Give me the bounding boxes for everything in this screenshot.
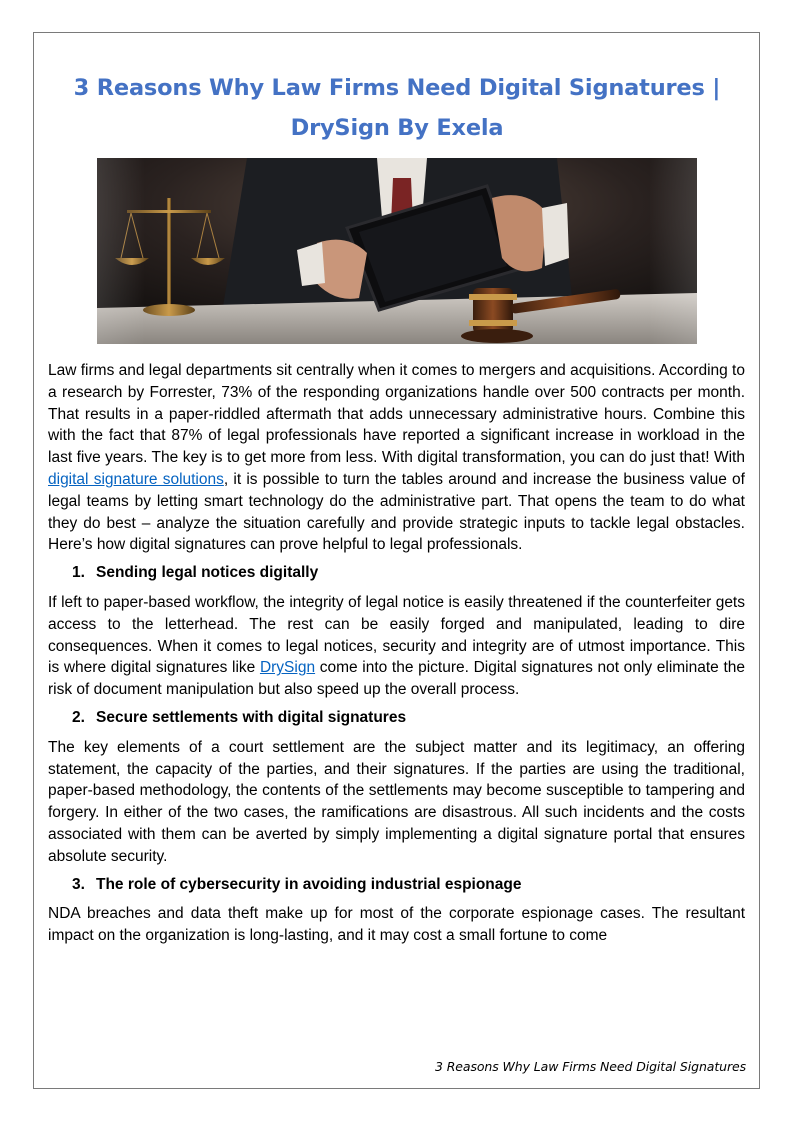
document-title: 3 Reasons Why Law Firms Need Digital Signatures | DrySign By Exela bbox=[73, 75, 721, 141]
digital-signature-solutions-link[interactable]: digital signature solutions bbox=[48, 470, 224, 488]
drysign-link[interactable]: DrySign bbox=[259, 659, 316, 677]
intro-text-end: , it is possible to turn the tables around and increase the business value of legal teams by letting smart technology do the administrative part. That opens the team to do what they do best – analyze the situation carefully and provide strategic inputs to tackle legal obstacles. Here’s how digital signatures can prove helpful to legal professionals. bbox=[48, 470, 745, 554]
section-2-number: 2. bbox=[72, 708, 85, 726]
intro-text-start: Law firms and legal departments sit centrally when it comes to mergers and acquisitions. According to a research by Forrester, 73% of the responding organizations handle over 500 contracts per month. That results in a paper-riddled aftermath that adds unnecessary administrative hours. Combine this with the fact that 87% of legal professionals have reported a significant increase in workload in the last five years. The key is to get more from less. With digital transformation, you can do just that! With bbox=[48, 362, 745, 467]
section-3-title: The role of cybersecurity in avoiding industrial espionage bbox=[96, 875, 522, 893]
section-1-heading bbox=[48, 562, 745, 584]
lawyer-tablet-gavel-illustration bbox=[97, 158, 697, 344]
section-1-text-start: If left to paper-based workflow, the integrity of legal notice is easily threatened if the counterfeiter gets access to the letterhead. The rest can be easily forged and manipulated, leading to dire consequences. When it comes to legal notices, security and integrity are of utmost importance. This is where digital signatures like bbox=[48, 593, 745, 677]
section-1-title: Sending legal notices digitally bbox=[96, 564, 319, 582]
section-3-paragraph: NDA breaches and data theft make up for most of the corporate espionage cases. The resultant impact on the organization is long-lasting, and it may cost a small fortune to come bbox=[48, 905, 745, 945]
section-2-heading bbox=[48, 707, 745, 729]
section-2-paragraph: The key elements of a court settlement are the subject matter and its legitimacy, an offering statement, the capacity of the parties, and their signatures. If the parties are using the traditional, paper-based methodology, the contents of the settlements may become susceptible to tampering and forgery. In either of the two cases, the ramifications are disastrous. All such incidents and the costs associated with them can be averted by simply implementing a digital signature portal that ensures absolute security. bbox=[48, 738, 745, 865]
section-2-title: Secure settlements with digital signatures bbox=[96, 708, 407, 726]
section-1-paragraph bbox=[48, 592, 745, 701]
document-body bbox=[48, 360, 745, 947]
hero-image bbox=[97, 158, 697, 344]
section-1-text-end: come into the picture. Digital signatures not only eliminate the risk of document manipulation but also speed up the overall process. bbox=[48, 659, 745, 699]
intro-paragraph bbox=[48, 360, 745, 556]
section-3-heading bbox=[48, 874, 745, 896]
page-footer: 3 Reasons Why Law Firms Need Digital Signatures bbox=[434, 1059, 746, 1074]
section-1-number: 1. bbox=[72, 564, 85, 582]
section-3-number: 3. bbox=[72, 875, 85, 893]
